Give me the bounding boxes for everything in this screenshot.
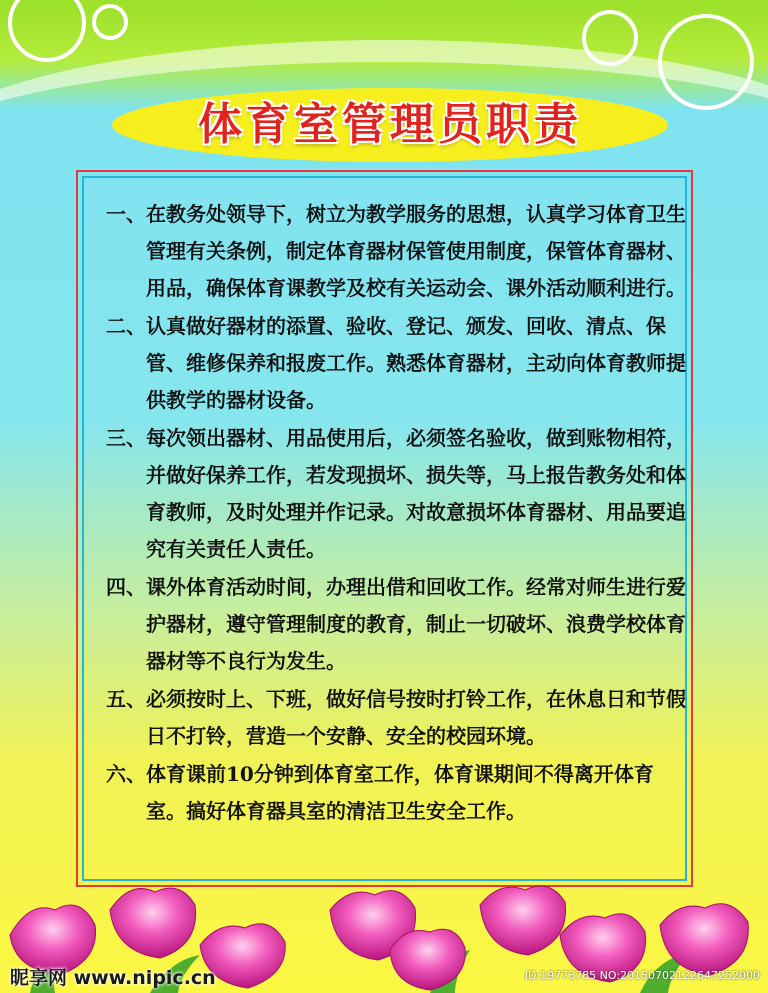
duty-text: 必须按时上、下班，做好信号按时打铃工作，在休息日和节假日不打铃，营造一个安静、安全的校园环境。 xyxy=(146,687,686,748)
duty-item xyxy=(92,308,692,419)
duty-number: 二、 xyxy=(106,314,146,338)
duty-number: 四、 xyxy=(106,575,146,599)
duty-item xyxy=(92,681,692,755)
duty-item xyxy=(92,420,692,568)
duty-text: 认真做好器材的添置、验收、登记、颁发、回收、清点、保管、维修保养和报废工作。熟悉体育器材，主动向体育教师提供教学的器材设备。 xyxy=(146,314,686,412)
duty-item xyxy=(92,756,692,830)
decorative-circle xyxy=(658,14,754,110)
decorative-circle xyxy=(92,4,128,40)
watermark-text: 昵享网 www.nipic.cn xyxy=(10,967,216,989)
duty-number: 一、 xyxy=(106,202,146,226)
duty-text: 每次领出器材、用品使用后，必须签名验收，做到账物相符，并做好保养工作，若发现损坏、损失等，马上报告教务处和体育教师，及时处理并作记录。对故意损坏体育器材、用品要追究有关责任人责任。 xyxy=(146,426,686,561)
duty-item xyxy=(92,196,692,307)
duty-number: 六、 xyxy=(106,762,146,786)
duty-item xyxy=(92,569,692,680)
duty-text: 体育课前10分钟到体育室工作，体育课期间不得离开体育室。搞好体育器具室的清洁卫生安全工作。 xyxy=(146,762,654,823)
duty-number: 三、 xyxy=(106,426,146,450)
duty-text: 课外体育活动时间，办理出借和回收工作。经常对师生进行爱护器材，遵守管理制度的教育，制止一切破坏、浪费学校体育器材等不良行为发生。 xyxy=(146,575,686,673)
duty-text: 在教务处领导下，树立为教学服务的思想，认真学习体育卫生管理有关条例，制定体育器材保管使用制度，保管体育器材、用品，确保体育课教学及校有关运动会、课外活动顺利进行。 xyxy=(146,202,686,300)
page-title: 体育室管理员职责 xyxy=(198,99,582,150)
duty-list xyxy=(92,196,692,831)
decorative-circle xyxy=(582,10,638,66)
image-id-text: ID:19773785 NO:20150702122647252000 xyxy=(524,969,760,982)
duty-number: 五、 xyxy=(106,687,146,711)
